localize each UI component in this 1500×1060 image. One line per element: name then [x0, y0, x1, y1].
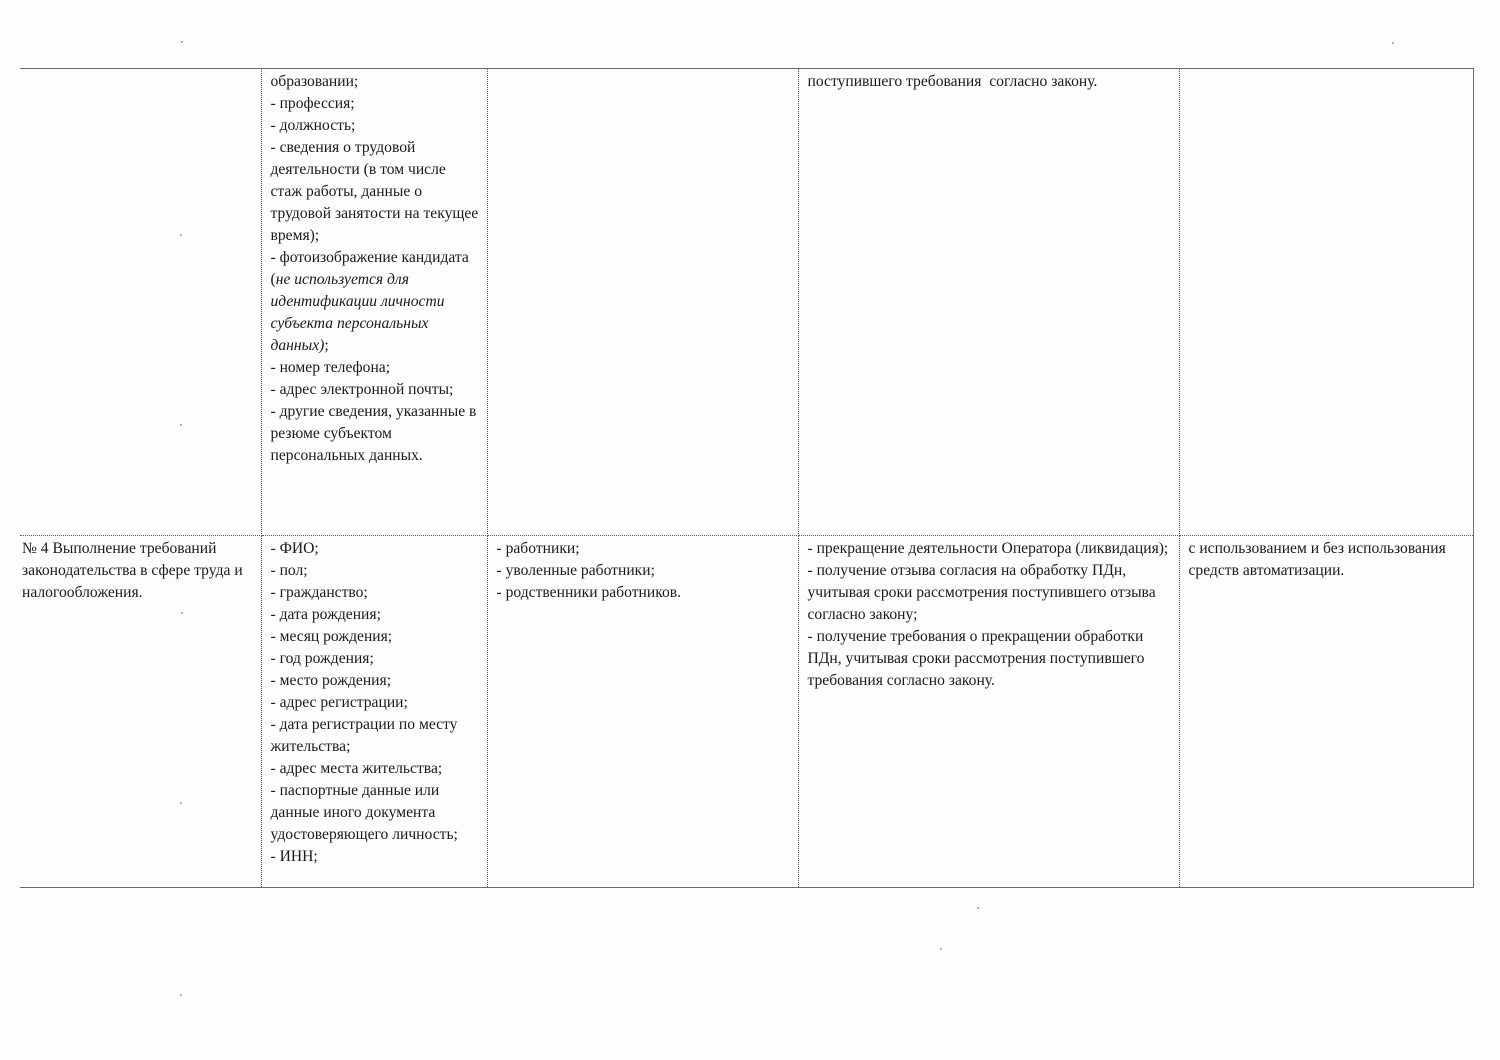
processing-method-cell — [1179, 536, 1473, 888]
cell-line: - дата регистрации по месту жительства; — [270, 716, 462, 755]
data-categories-cell — [261, 69, 487, 536]
data-categories-cell — [261, 536, 487, 888]
text-fragment: - должность; — [270, 117, 356, 134]
cell-line: поступившего требования согласно закону. — [807, 73, 1098, 90]
text-fragment: - фотоизображение кандидата ( — [270, 249, 473, 288]
cell-line — [271, 115, 479, 137]
cell-line: № 4 Выполнение требований законодательства в сфере труда и налогообложения. — [22, 540, 247, 601]
cell-line: - адрес регистрации; — [270, 694, 408, 711]
scan-speck — [940, 948, 942, 950]
cell-line: - дата рождения; — [270, 606, 381, 623]
text-fragment: ; — [324, 337, 329, 354]
personal-data-table — [20, 68, 1474, 888]
text-fragment: - номер телефона; — [270, 359, 391, 376]
scan-speck — [977, 907, 979, 909]
text-fragment: - другие сведения, указанные в резюме субъектом персональных данных. — [270, 403, 481, 464]
scan-speck — [180, 994, 182, 996]
cell-line: - ИНН; — [270, 848, 318, 865]
subjects-cell — [487, 536, 798, 888]
cell-line — [271, 357, 479, 379]
text-fragment: - профессия; — [270, 95, 355, 112]
cell-line: - родственники работников. — [496, 584, 682, 601]
cell-line: - получение отзыва согласия на обработку ПДн, учитывая сроки рассмотрения поступившего отзыва согласно закону; — [807, 562, 1160, 623]
scan-speck — [1392, 42, 1394, 44]
cell-line — [271, 93, 479, 115]
cell-line: - прекращение деятельности Оператора (ликвидация); — [807, 540, 1169, 557]
purpose-cell — [20, 536, 261, 888]
cell-line: - месяц рождения; — [270, 628, 393, 645]
cell-line — [271, 379, 479, 401]
cell-line — [271, 247, 479, 357]
purpose-cell — [20, 69, 261, 536]
scan-speck — [181, 41, 183, 43]
cell-line: - место рождения; — [270, 672, 392, 689]
text-fragment: - адрес электронной почты; — [270, 381, 454, 398]
processing-method-cell — [1179, 69, 1473, 536]
cell-line: - получение требования о прекращении обработки ПДн, учитывая сроки рассмотрения поступившего требования согласно закону. — [807, 628, 1149, 689]
cell-line — [271, 401, 479, 467]
cell-line: - уволенные работники; — [496, 562, 655, 579]
cell-line: - пол; — [270, 562, 308, 579]
cell-line — [270, 137, 483, 247]
cell-line: - год рождения; — [270, 650, 374, 667]
cell-line: - гражданство; — [270, 584, 368, 601]
cell-line: с использованием и без использования средств автоматизации. — [1188, 540, 1450, 579]
cell-line: - адрес места жительства; — [270, 760, 443, 777]
text-fragment: образовании; — [270, 73, 359, 90]
termination-conditions-cell — [798, 69, 1179, 536]
text-fragment: - сведения о трудовой деятельности (в том числе стаж работы, данные о трудовой занятости на текущее время); — [270, 139, 483, 244]
cell-line — [271, 71, 479, 93]
italic-text: не используется для идентификации личности субъекта персональных данных) — [270, 271, 449, 354]
termination-conditions-cell — [798, 536, 1179, 888]
table-row — [20, 536, 1473, 888]
table-row — [20, 69, 1473, 536]
cell-line: - паспортные данные или данные иного документа удостоверяющего личность; — [270, 782, 458, 843]
cell-line: - ФИО; — [270, 540, 319, 557]
cell-line: - работники; — [496, 540, 580, 557]
subjects-cell — [487, 69, 798, 536]
